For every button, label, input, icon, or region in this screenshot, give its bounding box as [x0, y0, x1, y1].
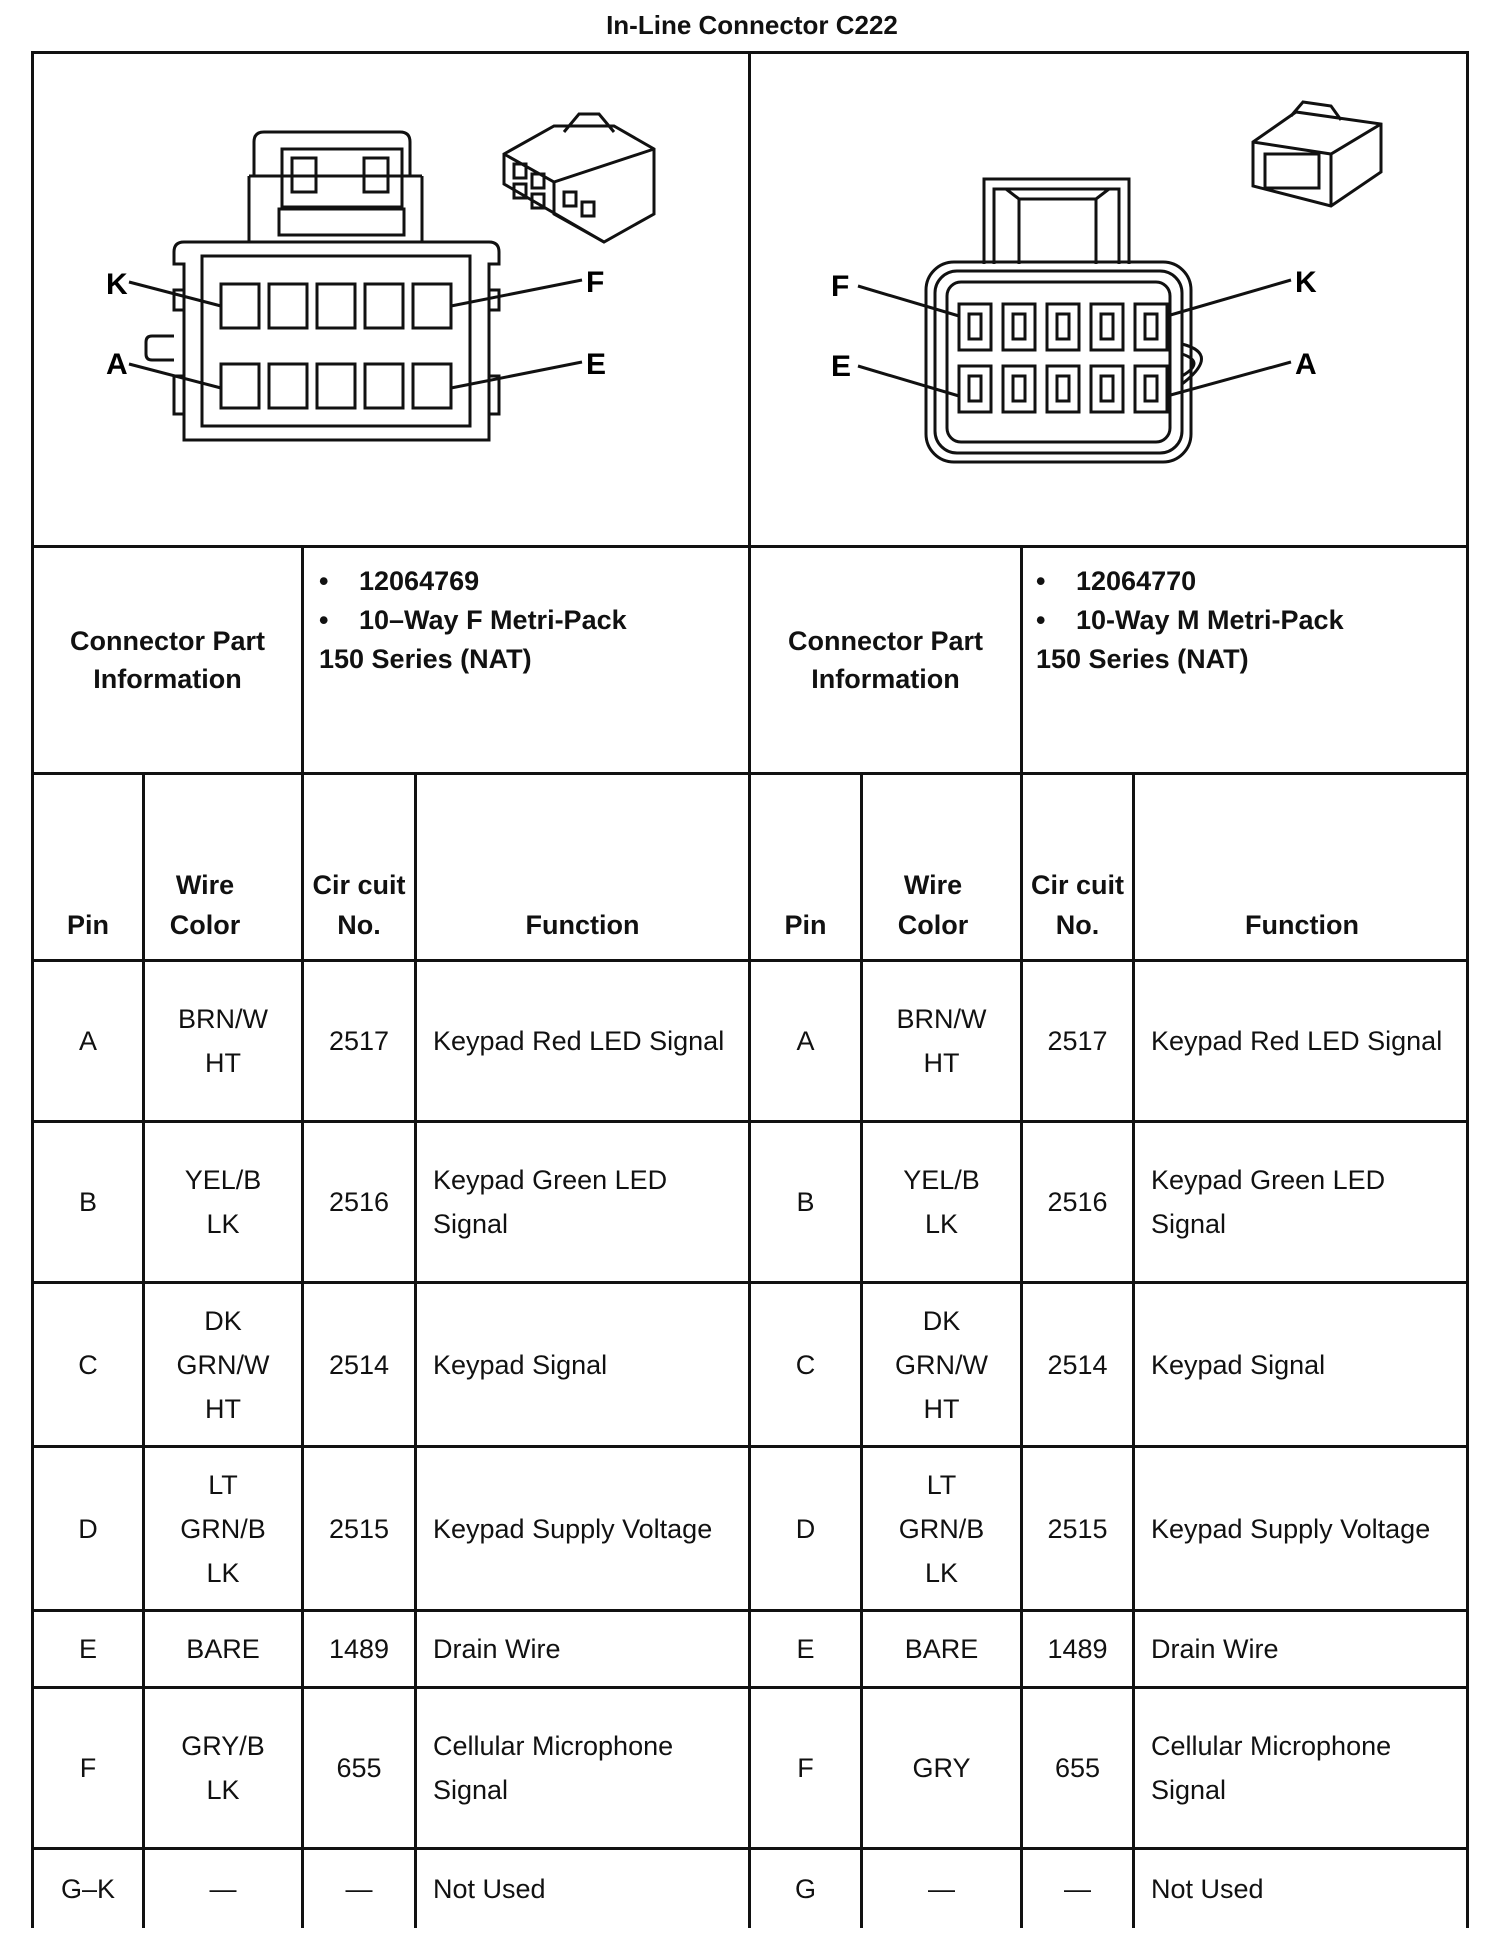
wire-color-cell [145, 1448, 301, 1609]
pin-cell [751, 1850, 860, 1928]
circuit-cell-text: 2515 [328, 1513, 390, 1544]
wire-color-cell-text: GRY/B LK [181, 1731, 265, 1805]
left-part-info: • 12064769 • 10–Way F Metri-Pack 150 Series (NAT) [319, 562, 739, 679]
pin-cell [34, 1123, 142, 1281]
pin-cell [751, 1284, 860, 1445]
circuit-cell-text: — [1064, 1874, 1091, 1904]
pin-cell [751, 1612, 860, 1686]
pin-cell-text: D [78, 1513, 98, 1544]
female-connector-diagram [34, 54, 748, 545]
circuit-cell-text: 2516 [328, 1187, 390, 1217]
circuit-cell [304, 1689, 414, 1847]
part-description: 10–Way F Metri-Pack [359, 605, 627, 635]
circuit-cell [304, 1123, 414, 1281]
pin-cell [751, 1689, 860, 1847]
function-cell-text: Drain Wire [433, 1634, 561, 1664]
wire-color-cell [863, 1612, 1020, 1686]
function-cell-text: Keypad Red LED Signal [433, 1026, 725, 1056]
function-cell [1135, 1612, 1469, 1686]
pin-cell-text: A [78, 1026, 97, 1056]
pin-cell-text: F [797, 1753, 814, 1783]
function-cell [417, 1284, 748, 1445]
circuit-cell-text: — [345, 1874, 373, 1904]
right-info-label-cell [751, 548, 1020, 772]
pin-cell-text: G–K [60, 1874, 116, 1904]
pin-cell-text: G [794, 1874, 816, 1904]
function-cell-text: Drain Wire [1151, 1634, 1279, 1664]
pin-cell-text: B [796, 1187, 815, 1217]
circuit-cell [1023, 1850, 1132, 1928]
function-cell [1135, 1123, 1469, 1281]
function-cell [1135, 1850, 1469, 1928]
circuit-cell [1023, 1123, 1132, 1281]
wire-color-cell [145, 962, 301, 1120]
circuit-cell-text: 2515 [1047, 1513, 1108, 1544]
part-number: 12064770 [1076, 566, 1197, 596]
circuit-cell-text: 2516 [1047, 1187, 1108, 1217]
connector-part-info-label: Connector Part Information [787, 626, 984, 694]
pin-cell [751, 1123, 860, 1281]
circuit-cell-text: 2514 [328, 1349, 390, 1380]
right-part-info: • 12064770 • 10-Way M Metri-Pack 150 Series (NAT) [1036, 562, 1456, 679]
circuit-cell-text: 1489 [328, 1634, 390, 1664]
wire-color-cell-text: LT GRN/B LK [898, 1469, 985, 1588]
part-description: 10-Way M Metri-Pack [1076, 605, 1344, 635]
function-cell [417, 962, 748, 1120]
wire-color-cell [145, 1850, 301, 1928]
function-cell [417, 1448, 748, 1609]
header-pin: Pin [66, 910, 109, 940]
circuit-cell [1023, 962, 1132, 1120]
function-cell [417, 1689, 748, 1847]
wire-color-cell-text: YEL/B LK [184, 1165, 262, 1239]
header-wire-color: Wire Color [897, 870, 969, 940]
wire-color-cell [863, 1123, 1020, 1281]
part-series: 150 Series (NAT) [319, 644, 532, 674]
circuit-cell [1023, 1448, 1132, 1609]
wire-color-cell-text: — [928, 1874, 955, 1904]
wire-color-cell [863, 1448, 1020, 1609]
circuit-cell-text: 2517 [328, 1026, 390, 1056]
pin-label-k: K [106, 268, 128, 301]
function-cell [1135, 1689, 1469, 1847]
pin-label-e: E [831, 350, 852, 383]
pin-cell [751, 1448, 860, 1609]
circuit-cell-text: 2514 [1047, 1349, 1108, 1380]
wire-color-cell-text: BARE [904, 1634, 979, 1664]
pin-cell-text: E [78, 1634, 97, 1664]
pin-cell [34, 1612, 142, 1686]
pin-label-f: F [586, 266, 605, 299]
connector-part-info-label: Connector Part Information [69, 626, 266, 694]
function-cell [417, 1850, 748, 1928]
wire-color-cell [863, 1689, 1020, 1847]
wire-color-cell [145, 1123, 301, 1281]
wire-color-cell-text: YEL/B LK [903, 1165, 980, 1239]
wire-color-cell-text: LT GRN/B LK [180, 1469, 266, 1588]
header-circuit: Cir cuit No. [312, 870, 406, 940]
wire-color-cell-text: BRN/W HT [178, 1004, 268, 1078]
pin-cell [34, 1284, 142, 1445]
function-cell [417, 1612, 748, 1686]
circuit-cell-text: 655 [336, 1753, 382, 1783]
page-title: In-Line Connector C222 [606, 10, 898, 40]
wire-color-cell-text: BARE [186, 1634, 260, 1664]
circuit-cell [304, 1612, 414, 1686]
wire-color-cell [863, 962, 1020, 1120]
function-cell-text: Not Used [1151, 1874, 1264, 1904]
pin-cell-text: F [79, 1753, 97, 1783]
wire-color-cell-text: BRN/W HT [896, 1004, 987, 1078]
wire-color-cell-text: GRY [912, 1753, 971, 1783]
pin-cell [751, 962, 860, 1120]
header-function: Function [525, 910, 640, 940]
function-cell [1135, 962, 1469, 1120]
pin-label-a: A [106, 348, 128, 381]
wire-color-cell [145, 1284, 301, 1445]
pin-label-a: A [1295, 348, 1317, 381]
header-wire-color: Wire Color [169, 870, 241, 940]
function-cell-text: Keypad Supply Voltage [1151, 1513, 1431, 1544]
function-cell-text: Keypad Green LED Signal [433, 1165, 668, 1239]
circuit-cell [304, 1850, 414, 1928]
pin-cell-text: C [795, 1349, 816, 1380]
male-connector-diagram [751, 54, 1466, 545]
function-cell-text: Cellular Microphone Signal [1151, 1731, 1392, 1805]
circuit-cell [1023, 1612, 1132, 1686]
wire-color-cell-text: DK GRN/W HT [176, 1305, 270, 1424]
function-cell [1135, 1284, 1469, 1445]
wire-color-cell-text: — [209, 1874, 237, 1904]
pin-cell-text: C [78, 1349, 98, 1380]
wire-color-cell [863, 1284, 1020, 1445]
pin-label-k: K [1295, 266, 1317, 299]
wire-color-cell [145, 1612, 301, 1686]
function-cell-text: Keypad Signal [433, 1349, 608, 1380]
pin-label-e: E [586, 348, 607, 381]
function-cell [1135, 1448, 1469, 1609]
function-cell-text: Not Used [433, 1874, 546, 1904]
circuit-cell [304, 1448, 414, 1609]
wire-color-cell [863, 1850, 1020, 1928]
function-cell [417, 1123, 748, 1281]
pin-cell [34, 1689, 142, 1847]
function-cell-text: Keypad Supply Voltage [433, 1513, 713, 1544]
circuit-cell [1023, 1689, 1132, 1847]
part-number: 12064769 [359, 566, 480, 596]
circuit-cell [1023, 1284, 1132, 1445]
pin-cell-text: B [78, 1187, 97, 1217]
pin-cell [34, 962, 142, 1120]
pin-cell [34, 1850, 142, 1928]
function-cell-text: Keypad Signal [1151, 1349, 1326, 1380]
header-circuit: Cir cuit No. [1030, 870, 1124, 940]
circuit-cell [304, 1284, 414, 1445]
pin-label-f: F [831, 270, 850, 303]
pin-cell-text: D [795, 1513, 816, 1544]
header-pin: Pin [784, 910, 827, 940]
function-cell-text: Keypad Green LED Signal [1151, 1165, 1386, 1239]
part-series: 150 Series (NAT) [1036, 644, 1249, 674]
wire-color-cell [145, 1689, 301, 1847]
header-function: Function [1245, 910, 1359, 940]
circuit-cell-text: 655 [1054, 1753, 1101, 1783]
wire-color-cell-text: DK GRN/W HT [895, 1305, 988, 1424]
pin-cell [34, 1448, 142, 1609]
pin-cell-text: E [796, 1634, 815, 1664]
circuit-cell-text: 2517 [1047, 1026, 1108, 1056]
function-cell-text: Cellular Microphone Signal [433, 1731, 674, 1805]
circuit-cell [304, 962, 414, 1120]
pin-cell-text: A [796, 1026, 815, 1056]
function-cell-text: Keypad Red LED Signal [1151, 1026, 1443, 1056]
circuit-cell-text: 1489 [1047, 1634, 1108, 1664]
left-info-label-cell [34, 548, 301, 772]
